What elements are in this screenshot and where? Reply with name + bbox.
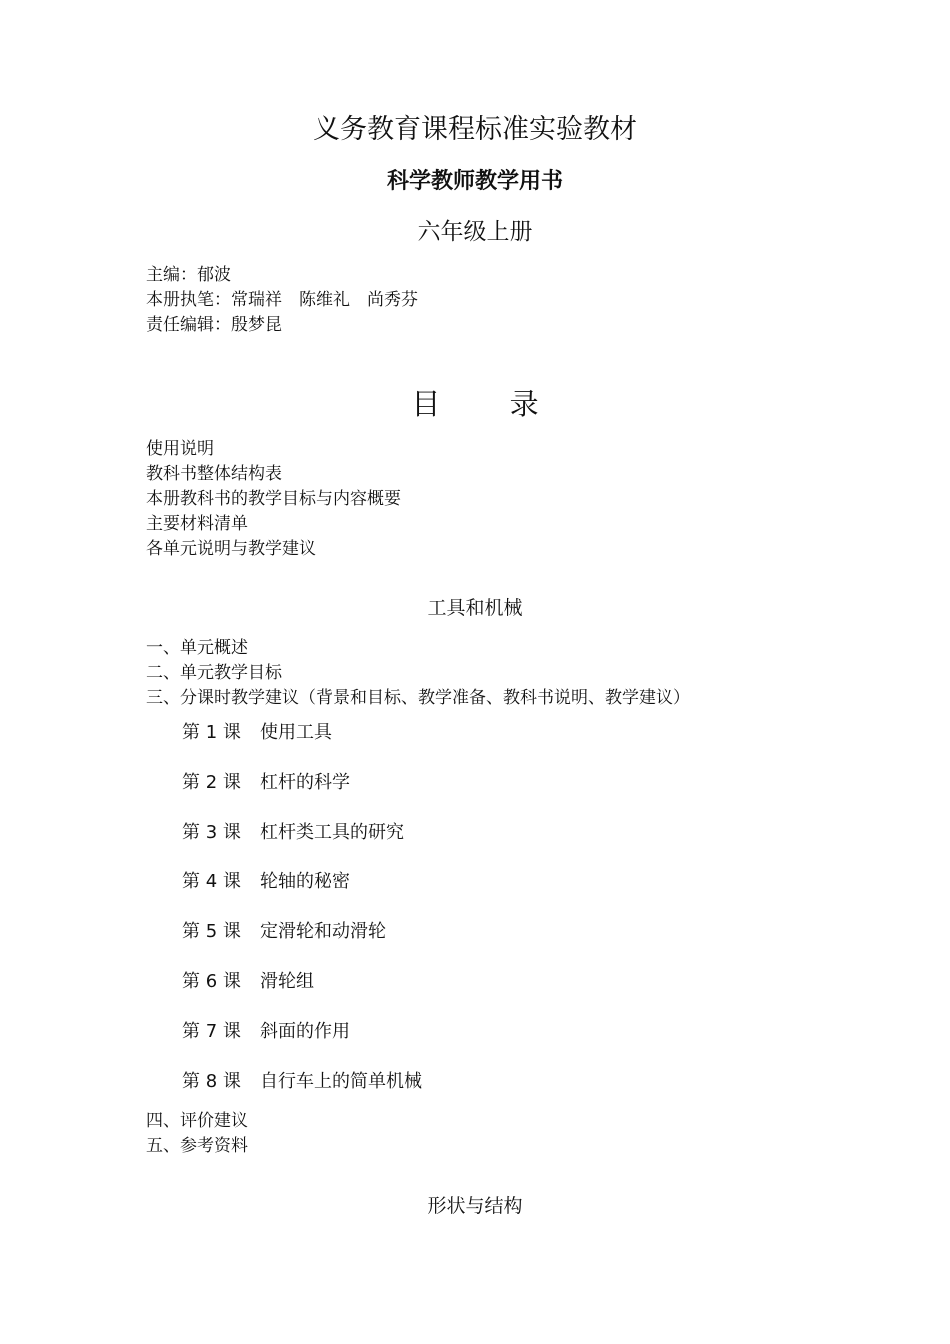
toc-item-goals-summary: 本册教科书的教学目标与内容概要 bbox=[146, 489, 401, 509]
grade-title: 六年级上册 bbox=[417, 219, 533, 245]
lesson-title: 使用工具 bbox=[260, 722, 332, 743]
unit1-title: 工具和机械 bbox=[427, 597, 523, 619]
credit-authors: 本册执笔：常瑞祥 陈维礼 尚秀芬 bbox=[146, 290, 418, 310]
credit-editor-in-chief: 主编：郁波 bbox=[146, 265, 231, 285]
lesson-number: 第 1 课 bbox=[182, 722, 241, 743]
lesson-title: 杠杆类工具的研究 bbox=[260, 821, 404, 843]
lesson-item bbox=[182, 719, 422, 769]
section-references: 五、参考资料 bbox=[146, 1136, 248, 1156]
section-overview: 一、单元概述 bbox=[146, 638, 248, 658]
lesson-title: 定滑轮和动滑轮 bbox=[260, 921, 386, 943]
section-goals: 二、单元教学目标 bbox=[146, 663, 282, 683]
lesson-title: 斜面的作用 bbox=[260, 1020, 350, 1042]
toc-item-unit-notes: 各单元说明与教学建议 bbox=[146, 539, 316, 559]
toc-intro-list bbox=[146, 437, 401, 562]
unit2-title: 形状与结构 bbox=[427, 1195, 523, 1217]
lesson-number: 第 7 课 bbox=[182, 1020, 241, 1042]
lesson-item bbox=[182, 868, 422, 918]
lesson-number: 第 5 课 bbox=[182, 921, 241, 943]
sub-title: 科学教师教学用书 bbox=[386, 168, 563, 194]
lesson-list bbox=[182, 719, 422, 1117]
lesson-title: 轮轴的秘密 bbox=[260, 871, 350, 893]
lesson-number: 第 2 课 bbox=[182, 771, 241, 793]
unit1-sections-before bbox=[146, 636, 690, 711]
toc-item-materials-list: 主要材料清单 bbox=[146, 514, 248, 534]
section-evaluation: 四、评价建议 bbox=[146, 1111, 248, 1131]
toc-title: 目 录 bbox=[411, 387, 569, 421]
lesson-item bbox=[182, 819, 422, 869]
lesson-item bbox=[182, 769, 422, 819]
unit1-sections-after bbox=[146, 1109, 248, 1159]
section-lesson-suggestions: 三、分课时教学建议（背景和目标、教学准备、教科书说明、教学建议） bbox=[146, 688, 690, 708]
lesson-number: 第 4 课 bbox=[182, 871, 241, 893]
lesson-item bbox=[182, 1018, 422, 1068]
lesson-item bbox=[182, 918, 422, 968]
toc-item-structure-table: 教科书整体结构表 bbox=[146, 464, 282, 484]
lesson-title: 杠杆的科学 bbox=[260, 771, 350, 793]
lesson-number: 第 8 课 bbox=[182, 1070, 241, 1092]
credit-responsible-editor: 责任编辑：殷梦昆 bbox=[146, 315, 282, 335]
credits-block bbox=[146, 263, 418, 338]
lesson-title: 滑轮组 bbox=[260, 970, 314, 992]
lesson-item bbox=[182, 968, 422, 1018]
lesson-title: 自行车上的简单机械 bbox=[260, 1070, 422, 1092]
toc-item-usage-notes: 使用说明 bbox=[146, 439, 214, 459]
lesson-number: 第 3 课 bbox=[182, 821, 241, 843]
main-title: 义务教育课程标准实验教材 bbox=[313, 114, 637, 145]
lesson-number: 第 6 课 bbox=[182, 970, 241, 992]
